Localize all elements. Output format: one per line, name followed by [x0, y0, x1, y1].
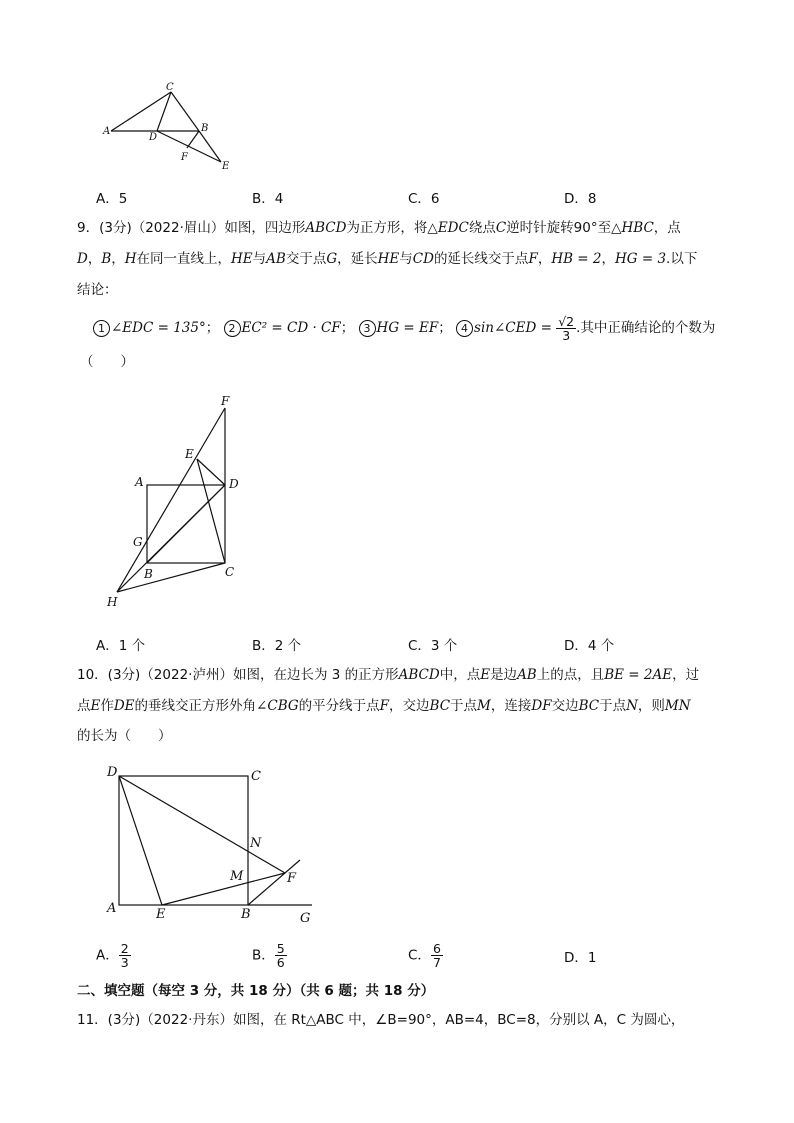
q9-choice-b[interactable]: B．2 个 — [252, 638, 302, 654]
q9-edc: EDC — [437, 220, 469, 236]
q10-choice-c-fraction — [431, 942, 443, 969]
q10-l2-de: DE — [113, 698, 135, 714]
q9-paren: （ ） — [80, 354, 134, 370]
q9-tail: .其中正确结论的个数为 — [576, 320, 716, 336]
q8-label-c: C — [166, 82, 174, 93]
q9-c3: HG = EF — [376, 320, 439, 336]
q10-choice-b-fraction — [275, 942, 287, 969]
q10-l2-t3: 的平分线于点 — [298, 698, 380, 714]
q10-l2-t6: ，连接 — [490, 698, 532, 714]
q9-l2-t1: ， — [87, 251, 102, 267]
q9-label-g: G — [133, 535, 143, 549]
q10-choice-d-letter: D． — [564, 949, 588, 966]
q9-conclusions — [93, 314, 715, 342]
q9-choice-d[interactable]: D．4 个 — [564, 638, 615, 654]
q10-l2-t5: 于点 — [450, 698, 478, 714]
q10-label-g: G — [300, 911, 311, 926]
q10-l2-t7: 交边 — [551, 698, 579, 714]
q9-choice-a[interactable]: A．1 个 — [96, 638, 146, 654]
q10-l2-n: N — [626, 698, 638, 714]
q10-l2-mn: MN — [664, 698, 691, 714]
q10-l2-t9: ，则 — [637, 698, 665, 714]
q10-c-num: 6 — [432, 941, 441, 956]
q9-stem-line3: 结论： — [77, 282, 118, 298]
q10-stem-line3: 的长为（ ） — [77, 728, 172, 744]
q9-l2-t2: ， — [111, 251, 125, 267]
q9-l2-f: F — [528, 251, 538, 267]
q9-label-e: E — [185, 447, 194, 461]
q9-stem-line2 — [77, 249, 697, 269]
q10-choice-c-letter: C． — [408, 947, 431, 964]
q9-t4: ，点 — [653, 220, 681, 236]
q9-l2-t7: 与 — [399, 251, 413, 267]
q10-choice-a-fraction — [119, 942, 131, 969]
q10-l2-t0: 点 — [77, 698, 91, 714]
q10-l2-f: F — [379, 698, 390, 714]
q9-abcd: ABCD — [305, 220, 347, 236]
q9-figure — [100, 390, 260, 615]
q10-l2-t1: 作 — [100, 698, 114, 714]
q8-choice-a[interactable]: A．5 — [96, 191, 128, 207]
q9-choices — [96, 634, 736, 654]
q9-l2-g: G — [326, 251, 338, 267]
q9-t3: 逆时针旋转90°至△ — [506, 220, 622, 236]
q9-l2-t4: 与 — [252, 251, 267, 267]
q9-c3-number: 3 — [359, 320, 376, 337]
q8-label-d: D — [149, 132, 158, 143]
q9-t2: 绕点 — [468, 220, 496, 236]
q10-t1: 中，点 — [439, 667, 481, 683]
q9-l2-he2: HE — [377, 251, 400, 267]
q9-l2-ab: AB — [266, 251, 286, 267]
q10-b-den: 6 — [276, 955, 285, 970]
q9-l2-hb: HB = 2 — [551, 251, 602, 267]
q11-stem: 11．(3分)（2022·丹东）如图，在 Rt△ABC 中，∠B=90°，AB=4，BC=8，分别以 A，C 为圆心， — [77, 1012, 685, 1028]
q9-t1: 为正方形，将△ — [346, 220, 438, 236]
q9-c4-fraction — [556, 315, 576, 342]
q8-choice-b[interactable]: B．4 — [252, 191, 284, 207]
q10-l2-t8: 于点 — [599, 698, 627, 714]
q9-c1-number: 1 — [93, 320, 110, 337]
q10-e: E — [480, 667, 491, 683]
q9-l2-d: D — [77, 251, 88, 267]
q10-label-e: E — [156, 907, 166, 922]
q9-frac-num: √2 — [558, 313, 575, 329]
q10-label-a: A — [107, 901, 117, 916]
q9-prefix: 9．(3分)（2022·眉山）如图，四边形 — [77, 220, 306, 236]
q9-label-c: C — [225, 565, 235, 579]
q9-l2-t10: ， — [601, 251, 615, 267]
q10-t4: ，过 — [672, 667, 700, 683]
q9-l2-t11: .以下 — [666, 251, 698, 267]
q9-l2-b: B — [101, 251, 112, 267]
q9-frac-den: 3 — [562, 327, 571, 343]
q10-a-num: 2 — [120, 941, 129, 956]
q9-label-h: H — [107, 595, 118, 609]
q10-t3: 上的点，且 — [536, 667, 605, 683]
q9-hbc: HBC — [621, 220, 654, 236]
q9-c4: sin∠CED = — [474, 320, 552, 336]
q9-l2-t9: ， — [537, 251, 552, 267]
q10-c-den: 7 — [432, 955, 441, 970]
q10-l2-e: E — [90, 698, 101, 714]
q10-choice-b[interactable] — [252, 942, 408, 969]
q8-label-b: B — [201, 123, 209, 134]
q9-l2-t5: 交于点 — [285, 251, 327, 267]
q10-choice-c[interactable] — [408, 942, 564, 969]
q10-choice-a[interactable] — [96, 942, 252, 969]
q9-sep2: ； — [340, 320, 355, 336]
q9-c1: ∠EDC = 135° — [111, 320, 206, 336]
q10-l2-m: M — [477, 698, 491, 714]
q9-l2-hg: HG = 3 — [615, 251, 667, 267]
q10-choice-a-letter: A． — [96, 947, 119, 964]
q9-label-d: D — [229, 477, 239, 491]
q8-label-a: A — [103, 126, 111, 137]
q9-label-b: B — [144, 567, 153, 581]
q9-choice-c[interactable]: C．3 个 — [408, 638, 458, 654]
q10-b-num: 5 — [276, 941, 285, 956]
q8-choices — [96, 187, 736, 207]
q8-choice-d[interactable]: D．8 — [564, 191, 597, 207]
q10-l2-t2: 的垂线交正方形外角 — [134, 698, 257, 714]
q10-label-n: N — [250, 836, 262, 851]
q10-t2: 是边 — [490, 667, 518, 683]
q10-abcd: ABCD — [398, 667, 440, 683]
q9-l2-t8: 的延长线交于点 — [433, 251, 529, 267]
q8-choice-c[interactable]: C．6 — [408, 191, 440, 207]
q10-choice-d[interactable] — [564, 946, 720, 966]
q9-l2-t3: 在同一直线上， — [136, 251, 232, 267]
q9-c2-number: 2 — [224, 320, 241, 337]
q9-l2-h: H — [124, 251, 137, 267]
q9-l2-he: HE — [231, 251, 253, 267]
q10-a-den: 3 — [120, 955, 129, 970]
q9-sep3: ； — [438, 320, 452, 336]
q10-be: BE = 2AE — [604, 667, 673, 683]
q10-figure — [100, 760, 320, 930]
q9-l2-t6: ，延长 — [337, 251, 378, 267]
q8-label-e: E — [222, 161, 230, 172]
q10-l2-cbg: ∠CBG — [256, 698, 299, 714]
q10-prefix: 10．(3分)（2022·泸州）如图，在边长为 3 的正方形 — [77, 667, 399, 683]
q9-stem-line1 — [77, 218, 681, 238]
q8-figure — [95, 80, 245, 175]
q10-stem-line2 — [77, 696, 691, 716]
q10-ab: AB — [517, 667, 537, 683]
q9-label-a: A — [135, 475, 144, 489]
q9-l2-cd: CD — [412, 251, 434, 267]
section-2-heading: 二、填空题（每空 3 分，共 18 分）（共 6 题；共 18 分） — [77, 983, 435, 999]
q10-label-d: D — [107, 765, 118, 780]
q10-l2-bc2: BC — [578, 698, 600, 714]
q10-choice-d-text: 1 — [587, 949, 597, 966]
q10-choices — [96, 942, 736, 969]
q10-l2-t4: ，交边 — [389, 698, 430, 714]
q10-label-f: F — [287, 871, 297, 886]
q9-c2: EC² = CD · CF — [241, 320, 341, 336]
q10-l2-df: DF — [531, 698, 552, 714]
q9-sep1: ； — [205, 320, 220, 336]
q9-c: C — [495, 220, 507, 236]
q9-c4-number: 4 — [456, 320, 473, 337]
q8-label-f: F — [181, 152, 188, 163]
q10-choice-b-letter: B． — [252, 947, 275, 964]
q10-l2-bc: BC — [429, 698, 451, 714]
q10-label-m: M — [230, 869, 244, 884]
q9-label-f: F — [221, 394, 230, 408]
q10-label-b: B — [241, 907, 251, 922]
q10-stem-line1 — [77, 665, 699, 685]
q10-label-c: C — [251, 769, 261, 784]
